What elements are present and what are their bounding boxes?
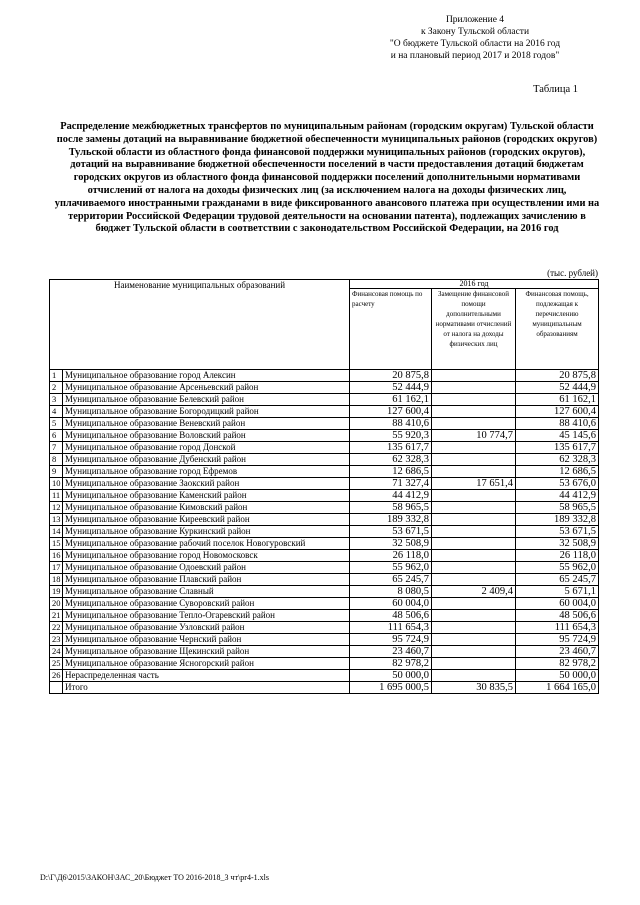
appendix-header bbox=[350, 14, 600, 62]
replacement-value bbox=[432, 466, 516, 478]
appendix-line: и на плановый период 2017 и 2018 годов" bbox=[390, 51, 560, 61]
table-row bbox=[50, 610, 599, 622]
row-number: 3 bbox=[50, 394, 63, 406]
transfer-value: 189 332,8 bbox=[516, 514, 599, 526]
calc-value: 23 460,7 bbox=[350, 646, 432, 658]
calc-value: 111 654,3 bbox=[350, 622, 432, 634]
replacement-value bbox=[432, 502, 516, 514]
table-row bbox=[50, 670, 599, 682]
calc-value: 12 686,5 bbox=[350, 466, 432, 478]
table-row bbox=[50, 574, 599, 586]
transfer-value: 135 617,7 bbox=[516, 442, 599, 454]
transfer-value: 127 600,4 bbox=[516, 406, 599, 418]
transfer-value: 52 444,9 bbox=[516, 382, 599, 394]
row-number: 14 bbox=[50, 526, 63, 538]
appendix-line: "О бюджете Тульской области на 2016 год bbox=[389, 39, 561, 49]
municipality-name: Нераспределенная часть bbox=[63, 670, 350, 682]
row-number: 24 bbox=[50, 646, 63, 658]
row-number: 10 bbox=[50, 478, 63, 490]
table-row bbox=[50, 598, 599, 610]
file-path-footer: D:\Г\Д6\2015\ЗАКОН\ЗАС_20\Бюджет ТО 2016-2018_3 чт\pr4-1.xls bbox=[40, 873, 269, 882]
municipality-name: Муниципальное образование Чернский район bbox=[63, 634, 350, 646]
municipality-name: Муниципальное образование Куркинский район bbox=[63, 526, 350, 538]
replacement-value bbox=[432, 418, 516, 430]
table-label: Таблица 1 bbox=[533, 84, 578, 95]
transfer-value: 20 875,8 bbox=[516, 370, 599, 382]
transfer-value: 82 978,2 bbox=[516, 658, 599, 670]
replacement-value bbox=[432, 370, 516, 382]
calc-value: 50 000,0 bbox=[350, 670, 432, 682]
transfer-value: 12 686,5 bbox=[516, 466, 599, 478]
row-number: 7 bbox=[50, 442, 63, 454]
calc-value: 48 506,6 bbox=[350, 610, 432, 622]
municipality-name: Муниципальное образование Белевский район bbox=[63, 394, 350, 406]
transfer-value: 45 145,6 bbox=[516, 430, 599, 442]
calc-value: 61 162,1 bbox=[350, 394, 432, 406]
municipality-name: Муниципальное образование Дубенский район bbox=[63, 454, 350, 466]
replacement-value bbox=[432, 382, 516, 394]
municipality-name: Муниципальное образование Арсеньевский район bbox=[63, 382, 350, 394]
replacement-value: 17 651,4 bbox=[432, 478, 516, 490]
table-row bbox=[50, 406, 599, 418]
appendix-line: Приложение 4 bbox=[445, 15, 505, 25]
calc-value: 65 245,7 bbox=[350, 574, 432, 586]
table-row bbox=[50, 466, 599, 478]
table-row bbox=[50, 382, 599, 394]
table-row bbox=[50, 394, 599, 406]
calc-value: 82 978,2 bbox=[350, 658, 432, 670]
table-row bbox=[50, 502, 599, 514]
total-transfer-value: 1 664 165,0 bbox=[516, 682, 599, 694]
transfer-value: 65 245,7 bbox=[516, 574, 599, 586]
calc-value: 95 724,9 bbox=[350, 634, 432, 646]
transfer-value: 32 508,9 bbox=[516, 538, 599, 550]
municipality-name: Муниципальное образование Каменский район bbox=[63, 490, 350, 502]
transfer-value: 95 724,9 bbox=[516, 634, 599, 646]
table-row bbox=[50, 454, 599, 466]
calc-value: 71 327,4 bbox=[350, 478, 432, 490]
calc-value: 88 410,6 bbox=[350, 418, 432, 430]
calc-value: 52 444,9 bbox=[350, 382, 432, 394]
table-row bbox=[50, 490, 599, 502]
transfer-value: 5 671,1 bbox=[516, 586, 599, 598]
municipality-name: Муниципальное образование рабочий поселок Новогуровский bbox=[63, 538, 350, 550]
total-replacement-value: 30 835,5 bbox=[432, 682, 516, 694]
row-number: 15 bbox=[50, 538, 63, 550]
replacement-value bbox=[432, 538, 516, 550]
row-number: 17 bbox=[50, 562, 63, 574]
municipality-name: Муниципальное образование Суворовский район bbox=[63, 598, 350, 610]
replacement-value bbox=[432, 622, 516, 634]
table-row bbox=[50, 538, 599, 550]
municipality-name: Муниципальное образование Заокский район bbox=[63, 478, 350, 490]
replacement-value: 10 774,7 bbox=[432, 430, 516, 442]
row-number: 18 bbox=[50, 574, 63, 586]
calc-value: 8 080,5 bbox=[350, 586, 432, 598]
replacement-value bbox=[432, 490, 516, 502]
replacement-value bbox=[432, 442, 516, 454]
transfer-value: 26 118,0 bbox=[516, 550, 599, 562]
row-number: 1 bbox=[50, 370, 63, 382]
header-calc: Финансовая помощь по расчету bbox=[350, 289, 432, 370]
row-number: 19 bbox=[50, 586, 63, 598]
transfer-value: 58 965,5 bbox=[516, 502, 599, 514]
transfers-table bbox=[49, 279, 599, 694]
calc-value: 135 617,7 bbox=[350, 442, 432, 454]
calc-value: 26 118,0 bbox=[350, 550, 432, 562]
municipality-name: Муниципальное образование Славный bbox=[63, 586, 350, 598]
replacement-value bbox=[432, 526, 516, 538]
replacement-value bbox=[432, 634, 516, 646]
row-number: 21 bbox=[50, 610, 63, 622]
table-row bbox=[50, 586, 599, 598]
table-row bbox=[50, 442, 599, 454]
table-row bbox=[50, 370, 599, 382]
replacement-value bbox=[432, 514, 516, 526]
transfer-value: 55 962,0 bbox=[516, 562, 599, 574]
row-number: 6 bbox=[50, 430, 63, 442]
calc-value: 32 508,9 bbox=[350, 538, 432, 550]
municipality-name: Муниципальное образование Плавский район bbox=[63, 574, 350, 586]
municipality-name: Муниципальное образование Узловский район bbox=[63, 622, 350, 634]
header-replacement: Замещение финансовой помощи дополнительными нормативами отчислений от налога на доходы физических лиц bbox=[432, 289, 516, 370]
transfer-value: 61 162,1 bbox=[516, 394, 599, 406]
document-title: Распределение межбюджетных трансфертов по муниципальным районам (городским округам) Тульской области после замены дотаций на выравнивание бюджетной обеспеченности муниципальных районов (городских округов) Тульской области из областного фонда финансовой поддержки муниципальных районов (городских округов), дотаций на выравнивание бюджетной обеспеченности поселений в части предоставления дотаций бюджетам городских округов из областного фонда финансовой поддержки поселений дополнительными нормативами отчислений от налога на доходы физических лиц (за исключением налога на доходы физических лиц, уплачиваемого иностранными гражданами в виде фиксированного авансового платежа при осуществлении ими на территории Российской Федерации трудовой деятельности на основании патента), подлежащих зачислению в бюджет Тульской области в соответствии с законодательством Российской Федерации, на 2016 год bbox=[54, 121, 600, 235]
row-number: 16 bbox=[50, 550, 63, 562]
units-label: (тыс. рублей) bbox=[547, 268, 598, 278]
calc-value: 20 875,8 bbox=[350, 370, 432, 382]
calc-value: 62 328,3 bbox=[350, 454, 432, 466]
replacement-value bbox=[432, 406, 516, 418]
table-row bbox=[50, 478, 599, 490]
calc-value: 53 671,5 bbox=[350, 526, 432, 538]
appendix-line: к Закону Тульской области bbox=[420, 27, 530, 37]
municipality-name: Муниципальное образование Щекинский район bbox=[63, 646, 350, 658]
calc-value: 55 962,0 bbox=[350, 562, 432, 574]
replacement-value bbox=[432, 598, 516, 610]
municipality-name: Муниципальное образование город Донской bbox=[63, 442, 350, 454]
replacement-value bbox=[432, 454, 516, 466]
replacement-value bbox=[432, 394, 516, 406]
municipality-name: Муниципальное образование Киреевский район bbox=[63, 514, 350, 526]
municipality-name: Муниципальное образование город Алексин bbox=[63, 370, 350, 382]
calc-value: 60 004,0 bbox=[350, 598, 432, 610]
replacement-value bbox=[432, 574, 516, 586]
replacement-value bbox=[432, 646, 516, 658]
municipality-name: Муниципальное образование Воловский район bbox=[63, 430, 350, 442]
header-name: Наименование муниципальных образований bbox=[50, 280, 350, 370]
table-row bbox=[50, 418, 599, 430]
header-year: 2016 год bbox=[350, 280, 599, 289]
table-row bbox=[50, 658, 599, 670]
transfer-value: 60 004,0 bbox=[516, 598, 599, 610]
row-number: 26 bbox=[50, 670, 63, 682]
table-row bbox=[50, 514, 599, 526]
table-row bbox=[50, 646, 599, 658]
transfer-value: 50 000,0 bbox=[516, 670, 599, 682]
calc-value: 58 965,5 bbox=[350, 502, 432, 514]
table-header-row bbox=[50, 280, 599, 289]
municipality-name: Муниципальное образование Одоевский район bbox=[63, 562, 350, 574]
transfer-value: 111 654,3 bbox=[516, 622, 599, 634]
row-number: 23 bbox=[50, 634, 63, 646]
row-number: 9 bbox=[50, 466, 63, 478]
transfer-value: 53 671,5 bbox=[516, 526, 599, 538]
municipality-name: Муниципальное образование Тепло-Огаревский район bbox=[63, 610, 350, 622]
calc-value: 55 920,3 bbox=[350, 430, 432, 442]
table-row bbox=[50, 634, 599, 646]
municipality-name: Муниципальное образование Веневский район bbox=[63, 418, 350, 430]
row-number: 5 bbox=[50, 418, 63, 430]
row-number: 22 bbox=[50, 622, 63, 634]
municipality-name: Муниципальное образование Кимовский район bbox=[63, 502, 350, 514]
calc-value: 189 332,8 bbox=[350, 514, 432, 526]
row-number: 20 bbox=[50, 598, 63, 610]
replacement-value bbox=[432, 658, 516, 670]
replacement-value bbox=[432, 610, 516, 622]
replacement-value bbox=[432, 670, 516, 682]
row-number: 8 bbox=[50, 454, 63, 466]
row-number: 11 bbox=[50, 490, 63, 502]
transfer-value: 88 410,6 bbox=[516, 418, 599, 430]
row-number: 2 bbox=[50, 382, 63, 394]
table-row bbox=[50, 430, 599, 442]
row-number: 25 bbox=[50, 658, 63, 670]
replacement-value bbox=[432, 562, 516, 574]
calc-value: 44 412,9 bbox=[350, 490, 432, 502]
municipality-name: Муниципальное образование город Новомосковск bbox=[63, 550, 350, 562]
table-row bbox=[50, 562, 599, 574]
transfer-value: 48 506,6 bbox=[516, 610, 599, 622]
replacement-value bbox=[432, 550, 516, 562]
row-number: 4 bbox=[50, 406, 63, 418]
transfer-value: 23 460,7 bbox=[516, 646, 599, 658]
replacement-value: 2 409,4 bbox=[432, 586, 516, 598]
table-row bbox=[50, 622, 599, 634]
total-calc-value: 1 695 000,5 bbox=[350, 682, 432, 694]
header-transfer: Финансовая помощь, подлежащая к перечислению муниципальным образованиям bbox=[516, 289, 599, 370]
municipality-name: Муниципальное образование Ясногорский район bbox=[63, 658, 350, 670]
total-row-number bbox=[50, 682, 63, 694]
row-number: 12 bbox=[50, 502, 63, 514]
total-row bbox=[50, 682, 599, 694]
row-number: 13 bbox=[50, 514, 63, 526]
table-row bbox=[50, 550, 599, 562]
municipality-name: Муниципальное образование город Ефремов bbox=[63, 466, 350, 478]
table-row bbox=[50, 526, 599, 538]
transfer-value: 62 328,3 bbox=[516, 454, 599, 466]
transfer-value: 44 412,9 bbox=[516, 490, 599, 502]
calc-value: 127 600,4 bbox=[350, 406, 432, 418]
total-municipality-name: Итого bbox=[63, 682, 350, 694]
municipality-name: Муниципальное образование Богородицкий район bbox=[63, 406, 350, 418]
transfer-value: 53 676,0 bbox=[516, 478, 599, 490]
